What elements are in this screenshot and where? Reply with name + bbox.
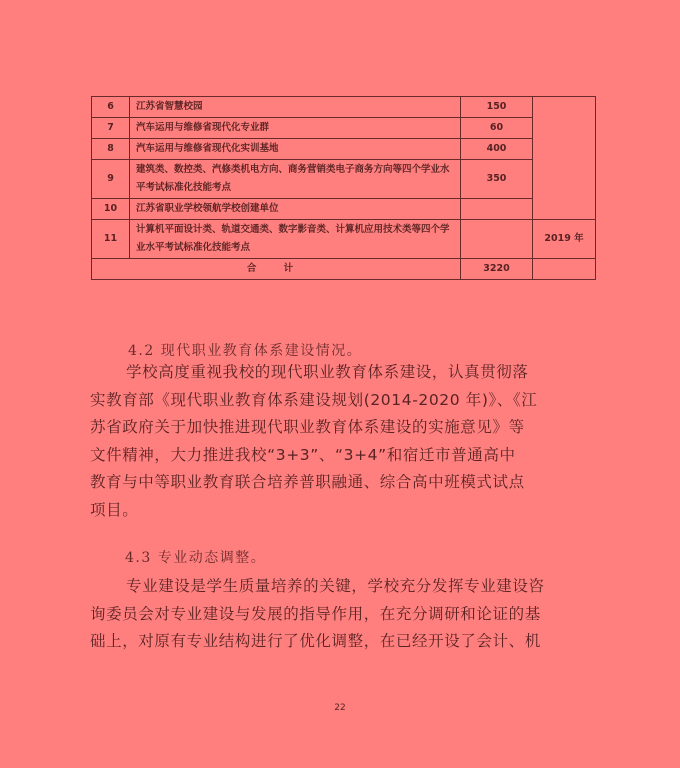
- project-name: 江苏省职业学校领航学校创建单位: [130, 199, 461, 220]
- paragraph-line: 苏省政府关于加快推进现代职业教育体系建设的实施意见》等: [90, 418, 525, 436]
- paragraph-line: 项目。: [90, 500, 139, 519]
- section-4-3-paragraph: [90, 573, 600, 656]
- total-row: [92, 259, 596, 280]
- table-row: [92, 97, 596, 118]
- paragraph-line: 实教育部《现代职业教育体系建设规划(2014-2020 年)》、《江: [90, 390, 538, 409]
- section-4-2-paragraph: [90, 359, 600, 524]
- project-name: 汽车运用与维修省现代化实训基地: [130, 139, 461, 160]
- paragraph-line: 询委员会对专业建设与发展的指导作用，在充分调研和论证的基: [90, 604, 541, 623]
- page-number: 22: [334, 703, 346, 713]
- table-row: [92, 220, 596, 259]
- project-count: 350: [461, 160, 533, 199]
- section-4-2-heading: 4.2 现代职业教育体系建设情况。: [128, 343, 363, 359]
- row-number: 6: [92, 97, 130, 118]
- paragraph-line: 学校高度重视我校的现代职业教育体系建设，认真贯彻落: [126, 363, 529, 381]
- project-name: 汽车运用与维修省现代化专业群: [130, 118, 461, 139]
- table-row: [92, 160, 596, 199]
- row-number: 7: [92, 118, 130, 139]
- project-name: 计算机平面设计类、轨道交通类、数字影音类、计算机应用技术类等四个学业水平考试标准化技能考点: [130, 220, 461, 259]
- project-count: 400: [461, 139, 533, 160]
- section-4-3-heading: 4.3 专业动态调整。: [125, 550, 267, 566]
- paragraph-line: 专业建设是学生质量培养的关键，学校充分发挥专业建设咨: [126, 577, 545, 595]
- paragraph-line: 文件精神，大力推进我校“3+3”、“3+4”和宿迁市普通高中: [90, 445, 516, 464]
- projects-table: [91, 96, 596, 280]
- project-count: [461, 220, 533, 259]
- paragraph-line: 础上，对原有专业结构进行了优化调整，在已经开设了会计、机: [90, 632, 541, 650]
- row-number: 10: [92, 199, 130, 220]
- row-number: 8: [92, 139, 130, 160]
- project-count: 150: [461, 97, 533, 118]
- project-count: 60: [461, 118, 533, 139]
- table-row: [92, 139, 596, 160]
- year-cell-blank: [533, 97, 596, 220]
- paragraph-line: 教育与中等职业教育联合培养普职融通、综合高中班模式试点: [90, 473, 525, 491]
- project-count: [461, 199, 533, 220]
- project-name: 江苏省智慧校园: [130, 97, 461, 118]
- total-year-blank: [533, 259, 596, 280]
- table-row: [92, 118, 596, 139]
- total-label: 合 计: [92, 259, 461, 280]
- year-cell: 2019 年: [533, 220, 596, 259]
- total-value: 3220: [461, 259, 533, 280]
- project-name: 建筑类、数控类、汽修类机电方向、商务营销类电子商务方向等四个学业水平考试标准化技能考点: [130, 160, 461, 199]
- row-number: 11: [92, 220, 130, 259]
- row-number: 9: [92, 160, 130, 199]
- table-row: [92, 199, 596, 220]
